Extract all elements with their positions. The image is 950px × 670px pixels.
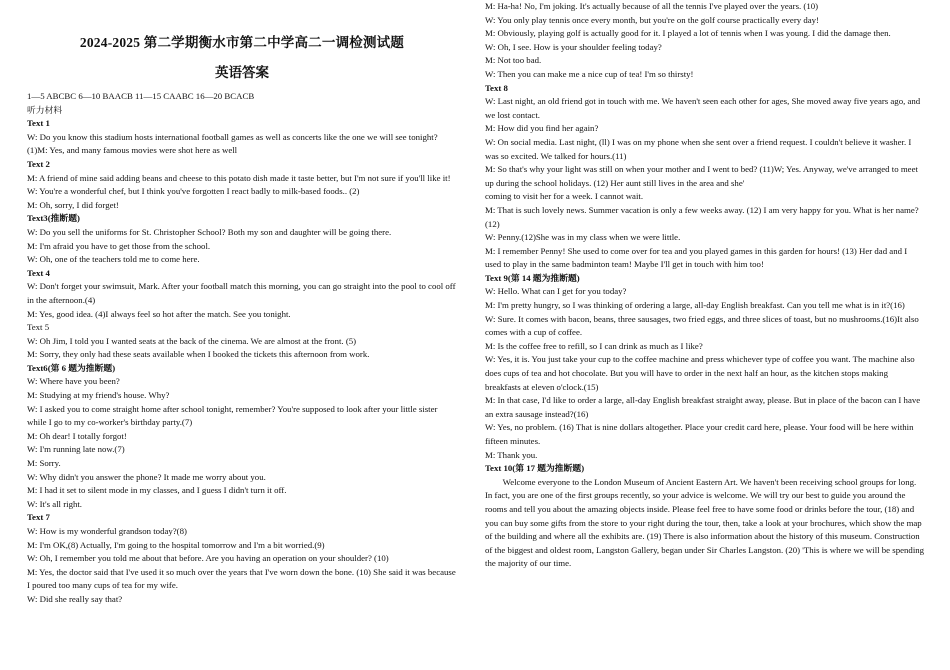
text-line: M: I'm OK,(8) Actually, I'm going to the hospital tomorrow and I'm a bit worried.(9): [27, 539, 325, 550]
text-line: M: Sorry.: [27, 458, 61, 469]
section-heading: Text 8: [485, 82, 508, 93]
text-line: W: Oh, I see. How is your shoulder feeling today?: [485, 41, 662, 52]
left-text-block: [27, 90, 457, 607]
text-line: M: Ha-ha! No, I'm joking. It's actually because of all the tennis I've played over the years. (10): [485, 1, 819, 11]
text-line: W: Do you know this stadium hosts international football games as well as concerts like the one we will see tonight?: [27, 131, 438, 142]
text-line: M: In that case, I'd like to order a large, all-day English breakfast straight away, please. But in place of the bacon can I have an extra sausage instead?(16): [485, 395, 921, 419]
text-line: W: Hello. What can I get for you today?: [485, 286, 627, 297]
text-line: W: You only play tennis once every month, but you're on the golf course practically every day!: [485, 14, 819, 25]
text-line: W: Oh, I remember you told me about that before. Are you having an operation on your shoulder? (10): [27, 553, 389, 564]
text-line: W: Don't forget your swimsuit, Mark. After your football match this morning, you can go straight into the pool to cool off in the afternoon.(4): [27, 281, 456, 305]
text-line: M: Oh, sorry, I did forget!: [27, 199, 119, 210]
text-line: M: How did you find her again?: [485, 123, 599, 134]
right-text-block: [485, 0, 925, 571]
text-line: M: I'm afraid you have to get those from the school.: [27, 240, 211, 251]
text-line: M: I had it set to silent mode in my classes, and I guess I didn't turn it off.: [27, 485, 287, 496]
text-line: W: How is my wonderful grandson today?(8): [27, 526, 187, 536]
text-line: W: Oh, one of the teachers told me to come here.: [27, 254, 200, 265]
section-heading: Text3(推断题): [27, 213, 80, 224]
text-line: W: Oh Jim, I told you I wanted seats at the back of the cinema. We are almost at the front. (5): [27, 335, 357, 346]
text-line: W: I asked you to come straight home after school tonight, remember? You're supposed to look after your little sister while I go to my co-worker's birthday party.(7): [27, 403, 438, 428]
section-heading: Text 10(第 17 题为推断题): [485, 463, 585, 474]
left-column: [27, 0, 457, 607]
text-line: coming to visit her for a week. I cannot wait.: [485, 191, 644, 202]
document-subtitle: 英语答案: [215, 65, 269, 80]
right-column: [485, 0, 925, 571]
text-line: M: Is the coffee free to refill, so I can drink as much as I like?: [485, 340, 703, 351]
text-line: W: On social media. Last night, (ll) I was on my phone when she sent over a friend request. I couldn't believe it washer. I was so excited. We talked for hours.(11): [485, 136, 912, 161]
text-line: W: Then you can make me a nice cup of tea! I'm so thirsty!: [485, 68, 694, 79]
section-heading: Text 5: [27, 322, 50, 333]
text-line: 听力材料: [27, 104, 63, 115]
text-line: M: Oh dear! I totally forgot!: [27, 430, 127, 441]
text-line: M: I'm pretty hungry, so I was thinking of ordering a large, all-day English breakfast. Can you tell me what is in it?(16): [485, 300, 905, 311]
text-line: Welcome everyone to the London Museum of Ancient Eastern Art. We haven't been receiving school groups for long. In fact, you are one of the first groups recently, so your advice is welcome. We will try our best to guide you around the rooms and tell you about the amazing objects inside. Please feel free to have some food or drinks before the tour, (18) and you can buy some gifts from the store to your right during the tour, then, take a look at your brochures, which show the map of the building and where all the exhibits are. (19) There is also information about the history of this museum. Construction of the biggest and oldest room, Langston Gallery, began under Sir Charles Langston. (20) 'This is where we will be spending the majority of our time.: [485, 476, 925, 569]
text-line: W: Did she really say that?: [27, 593, 123, 604]
section-heading: Text 7: [27, 512, 50, 523]
text-line: M: Yes, the doctor said that I've used it so much over the years that I've worn down the bone. (10) She said it was because I poured too many cups of tea for my wife.: [27, 566, 456, 591]
text-line: M: Sorry, they only had these seats available when I booked the tickets this afternoon from work.: [27, 349, 370, 360]
text-line: W: Last night, an old friend got in touch with me. We haven't seen each other for ages, She moved away five years ago, and we lost contact.: [485, 96, 921, 120]
text-line: M: That is such lovely news. Summer vacation is only a few weeks away. (12) I am very happy for you. What is her name?(12): [485, 204, 919, 229]
text-line: M: Thank you.: [485, 449, 538, 460]
text-line: M: Yes, good idea. (4)I always feel so hot after the match. See you tonight.: [27, 308, 291, 319]
text-line: 1—5 ABCBC 6—10 BAACB 11—15 CAABC 16—20 BCACB: [27, 91, 255, 101]
text-line: W: Sure. It comes with bacon, beans, three sausages, two fried eggs, and three slices of toast, but no mushrooms.(16)It also comes with a cup of coffee.: [485, 313, 919, 338]
text-line: W: Why didn't you answer the phone? It made me worry about you.: [27, 471, 266, 482]
text-line: W: Do you sell the uniforms for St. Christopher School? Both my son and daughter will be going there.: [27, 226, 392, 237]
section-heading: Text 2: [27, 158, 50, 169]
text-line: M: Not too bad.: [485, 55, 542, 66]
text-line: W: Yes, no problem. (16) That is nine dollars altogether. Place your credit card here, please. Your food will be here within fifteen minutes.: [485, 422, 914, 446]
section-heading: Text 4: [27, 267, 50, 278]
text-line: W: It's all right.: [27, 498, 83, 509]
section-heading: Text6(第 6 题为推断题): [27, 362, 116, 373]
text-line: M: Obviously, playing golf is actually good for it. I played a lot of tennis when I was young. I did the damage then.: [485, 28, 891, 39]
text-line: (1)M: Yes, and many famous movies were shot here as well: [27, 145, 238, 156]
text-line: M: So that's why your light was still on when your mother and I went to bed? (11)W; Yes. Anyway, we've arranged to meet up during the school holidays. (12) Her aunt still lives in the area and she': [485, 164, 918, 188]
document-title: 2024-2025 第二学期衡水市第二中学高二一调检测试题: [79, 35, 405, 50]
text-line: W: Yes, it is. You just take your cup to the coffee machine and press whichever type of coffee you want. The machine also does cups of tea and hot chocolate. But you will have to order in the next half an hour, as the kitchen stops making breakfasts at eleven o'clock.(15): [485, 354, 915, 392]
section-heading: Text 1: [27, 118, 50, 129]
text-line: W: You're a wonderful chef, but I think you've forgotten I react badly to milk-based foods.. (2): [27, 186, 360, 197]
text-line: W: Penny.(12)She was in my class when we were little.: [485, 232, 681, 243]
text-line: W: Where have you been?: [27, 376, 120, 387]
text-line: M: I remember Penny! She used to come over for tea and you played games in this garden for hours! (13) Her dad and I used to play in the same badminton team! Maybe I'll get in touch with him too!: [485, 245, 908, 270]
text-line: M: Studying at my friend's house. Why?: [27, 390, 170, 401]
text-line: M: A friend of mine said adding beans and cheese to this potato dish made it taste better, but I'm not sure if you'll like it!: [27, 172, 451, 183]
text-line: W: I'm running late now.(7): [27, 444, 125, 455]
section-heading: Text 9(第 14 题为推断题): [485, 272, 580, 283]
